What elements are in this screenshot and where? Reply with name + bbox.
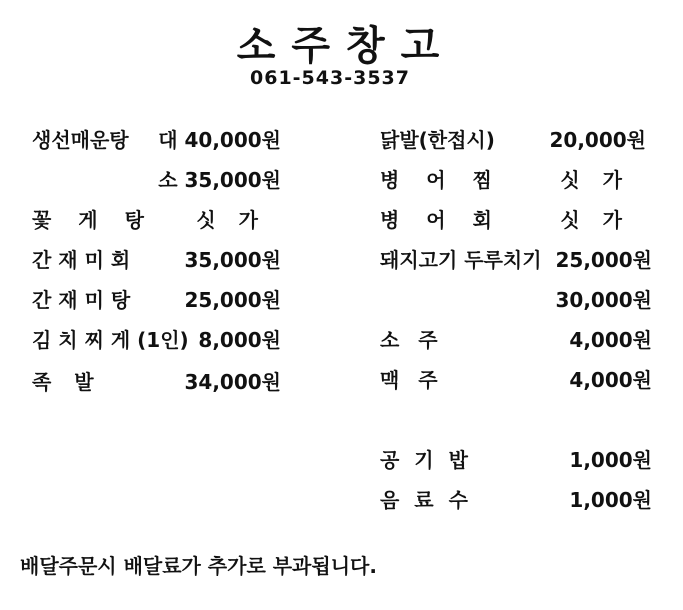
menu-item-name: 닭발(한접시) <box>380 128 495 152</box>
menu-item-price: 대 40,000원 <box>158 128 281 152</box>
menu-item-price: 싯 가 <box>560 168 630 192</box>
menu-item-price: 소 35,000원 <box>158 168 281 192</box>
menu-item-name: 족 발 <box>32 370 102 394</box>
menu-item-price: 8,000원 <box>198 328 281 352</box>
menu-item-price: 싯 가 <box>196 208 266 232</box>
menu-item-price: 20,000원 <box>549 128 646 152</box>
menu-item-name: 소 주 <box>380 328 444 352</box>
menu-item-price: 25,000원 <box>555 248 652 272</box>
menu-item-price: 싯 가 <box>560 208 630 232</box>
menu-item-name: 병 어 회 <box>380 208 502 232</box>
restaurant-title: 소주창고 <box>236 23 456 69</box>
menu-item-price: 1,000원 <box>569 488 652 512</box>
phone-number: 061-543-3537 <box>250 67 410 89</box>
menu-item-price: 1,000원 <box>569 448 652 472</box>
menu-item-name: 공 기 밥 <box>380 448 472 472</box>
menu-item-name: 간 재 미 탕 <box>32 288 131 312</box>
menu-item-name: 생선매운탕 <box>32 128 129 152</box>
menu-item-name: 맥 주 <box>380 368 444 392</box>
menu-item-name: 돼지고기 두루치기 <box>380 248 542 272</box>
menu-item-price: 35,000원 <box>184 248 281 272</box>
menu-item-price: 25,000원 <box>184 288 281 312</box>
menu-item-price: 34,000원 <box>184 370 281 394</box>
menu-item-name: 간 재 미 회 <box>32 248 131 272</box>
menu-item-price: 30,000원 <box>555 288 652 312</box>
menu-item-name: 꽃 게 탕 <box>32 208 154 232</box>
menu-item-name: 음 료 수 <box>380 488 472 512</box>
menu-item-name: 김 치 찌 게 (1인) <box>32 328 189 352</box>
menu-item-price: 4,000원 <box>569 368 652 392</box>
delivery-fee-note: 배달주문시 배달료가 추가로 부과됩니다. <box>20 554 377 578</box>
menu-item-name: 병 어 찜 <box>380 168 502 192</box>
menu-item-price: 4,000원 <box>569 328 652 352</box>
